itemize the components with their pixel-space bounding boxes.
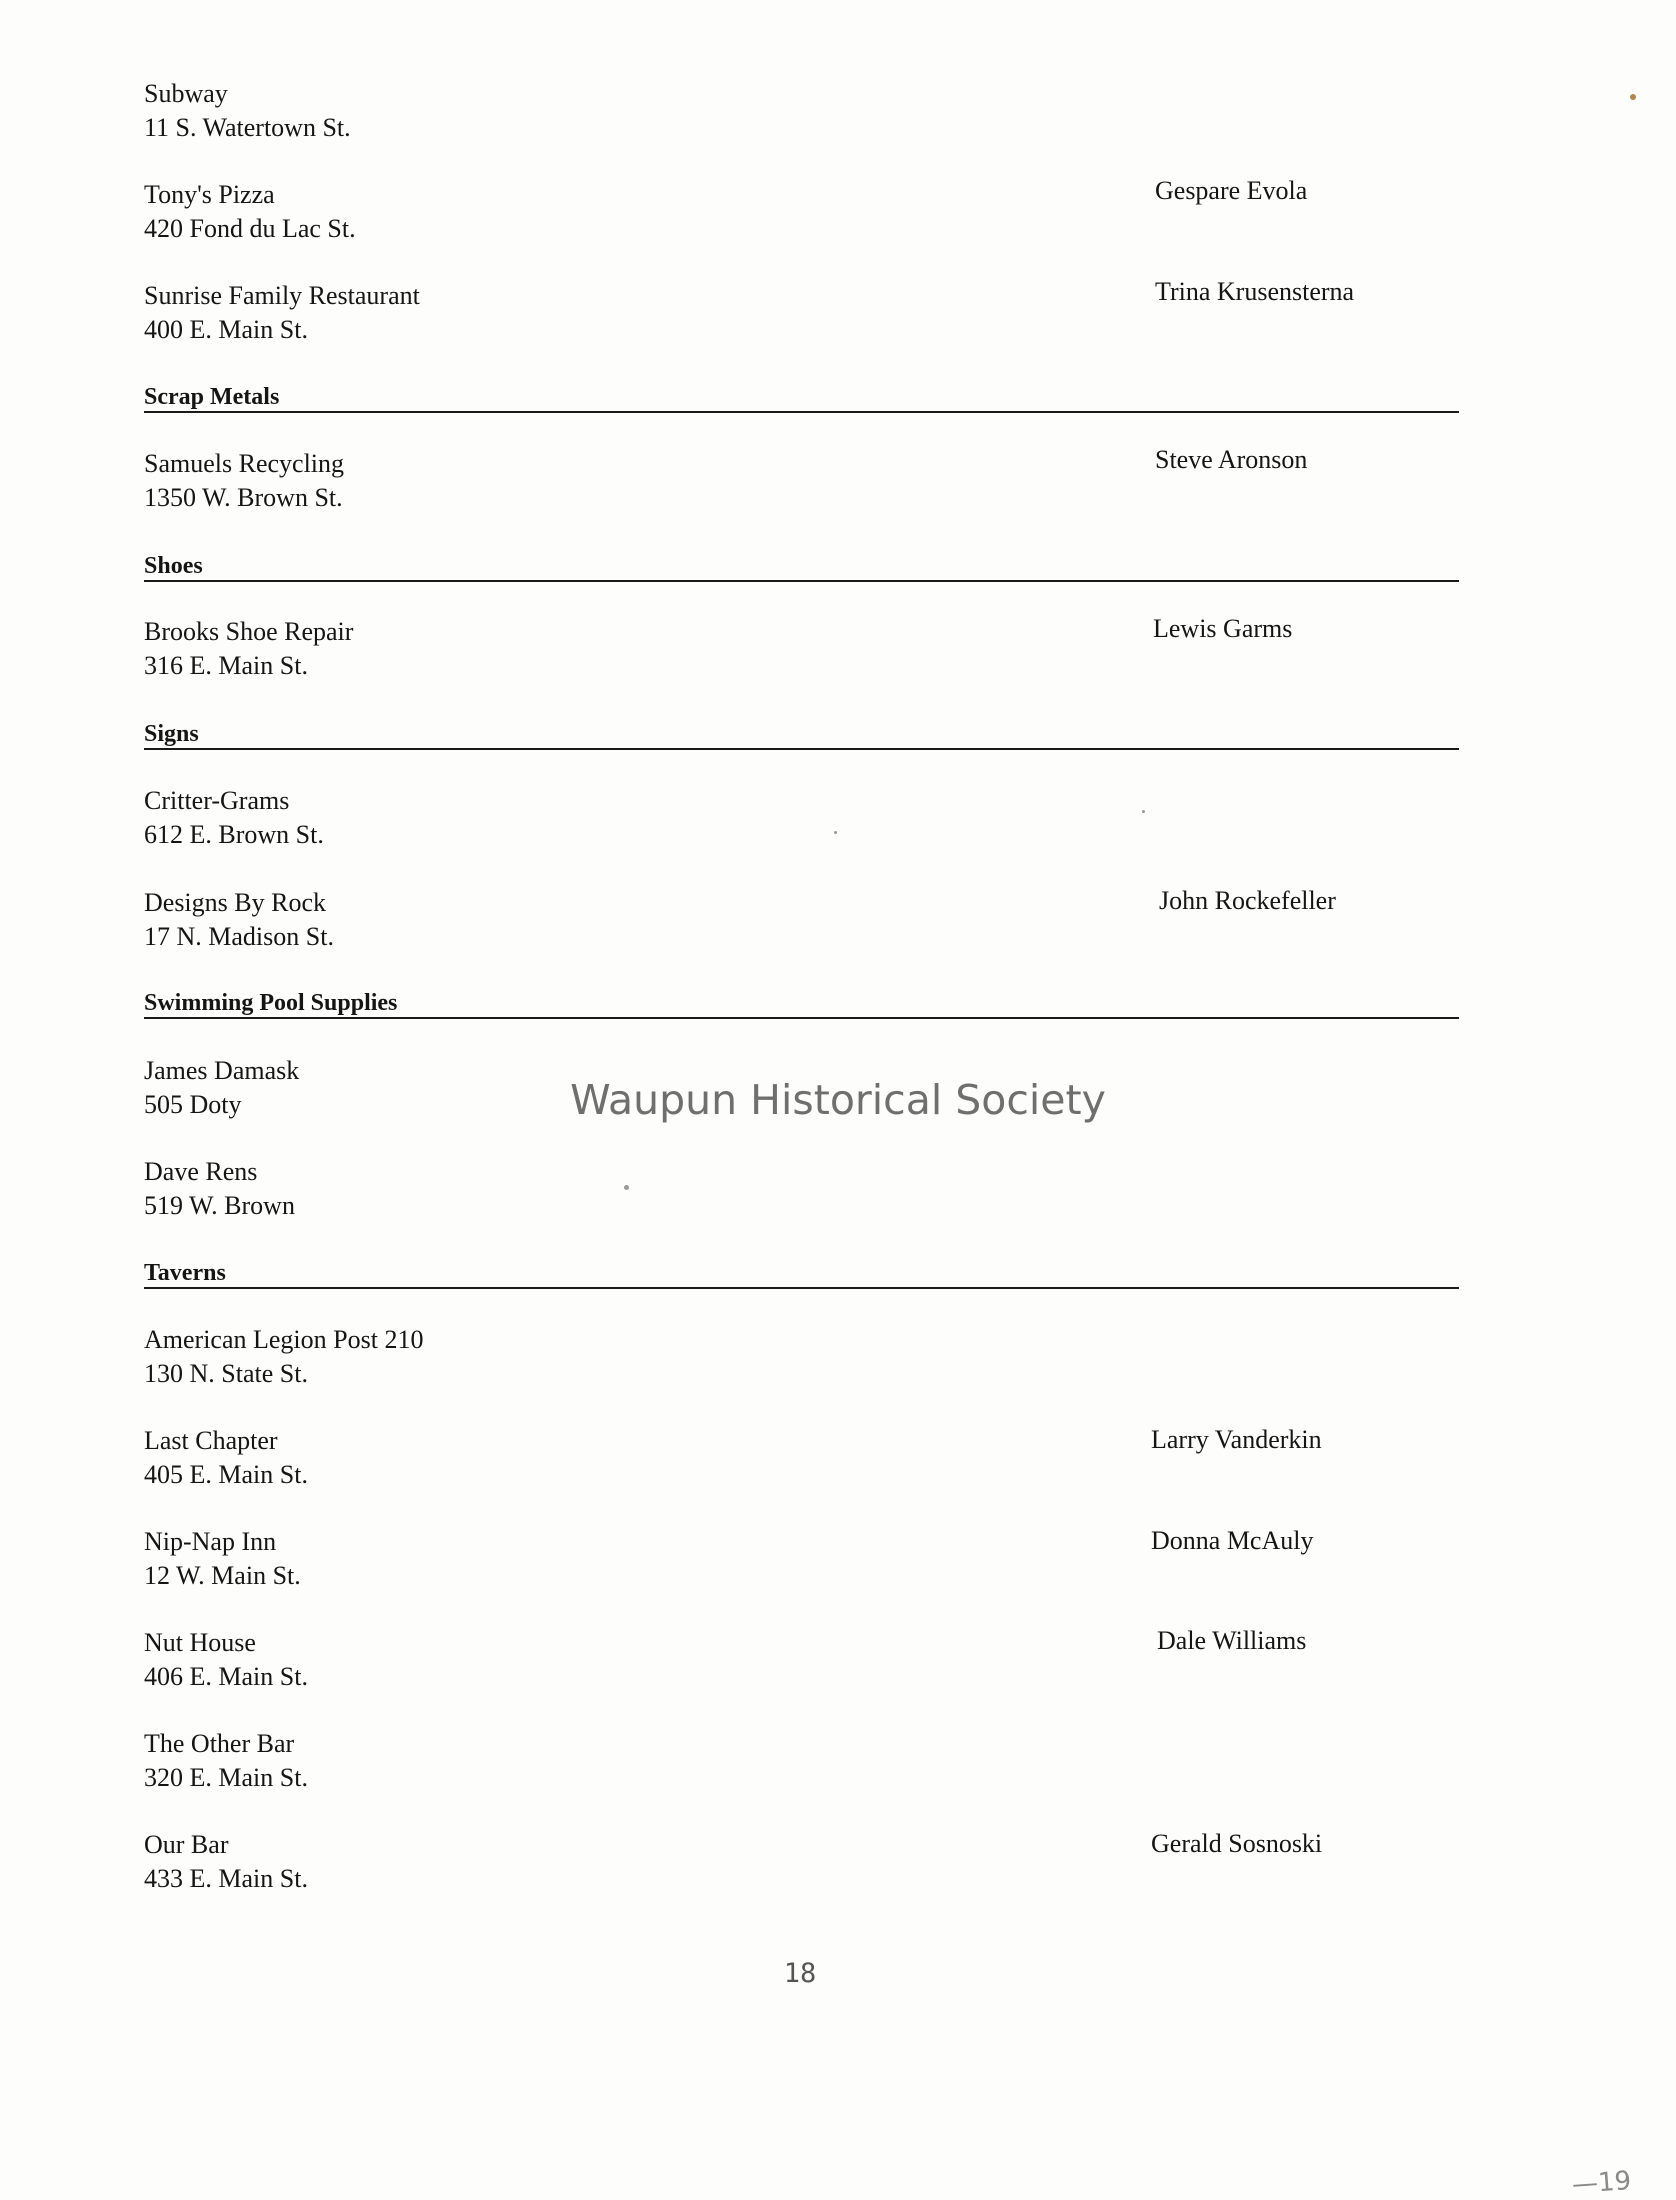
business-entry bbox=[144, 784, 324, 852]
business-entry bbox=[144, 1525, 301, 1593]
business-entry bbox=[144, 279, 420, 347]
business-address: 130 N. State St. bbox=[144, 1359, 308, 1388]
section-rule bbox=[144, 580, 1459, 582]
business-entry bbox=[144, 615, 353, 683]
section-rule bbox=[144, 1017, 1459, 1019]
business-address: 1350 W. Brown St. bbox=[144, 483, 343, 512]
contact-name: Steve Aronson bbox=[1155, 445, 1308, 474]
business-name: James Damask bbox=[144, 1056, 300, 1085]
scan-speck bbox=[834, 831, 837, 834]
business-name: Tony's Pizza bbox=[144, 180, 275, 209]
section-heading bbox=[144, 717, 1459, 753]
handwritten-page-mark: —19 bbox=[1571, 2165, 1633, 2200]
business-address: 17 N. Madison St. bbox=[144, 922, 334, 951]
business-address: 405 E. Main St. bbox=[144, 1460, 308, 1489]
contact-name: Trina Krusensterna bbox=[1155, 277, 1355, 306]
section-heading bbox=[144, 380, 1459, 416]
section-title: Taverns bbox=[144, 1260, 226, 1286]
business-name: Designs By Rock bbox=[144, 888, 326, 917]
section-rule bbox=[144, 1287, 1459, 1289]
contact-name: Dale Williams bbox=[1157, 1626, 1307, 1655]
business-entry bbox=[144, 447, 344, 515]
contact-name: Donna McAuly bbox=[1151, 1526, 1314, 1555]
section-heading bbox=[144, 549, 1459, 585]
business-address: 505 Doty bbox=[144, 1090, 242, 1119]
business-entry bbox=[144, 1727, 308, 1795]
business-name: American Legion Post 210 bbox=[144, 1325, 424, 1354]
business-name: Critter-Grams bbox=[144, 786, 290, 815]
business-address: 400 E. Main St. bbox=[144, 315, 308, 344]
business-name: Dave Rens bbox=[144, 1157, 258, 1186]
business-name: Nut House bbox=[144, 1628, 256, 1657]
section-title: Signs bbox=[144, 721, 199, 747]
business-name: Sunrise Family Restaurant bbox=[144, 281, 420, 310]
business-entry bbox=[144, 77, 351, 145]
section-heading bbox=[144, 1256, 1459, 1292]
section-rule bbox=[144, 748, 1459, 750]
section-title: Scrap Metals bbox=[144, 384, 280, 410]
page-number: 18 bbox=[783, 1958, 817, 1989]
business-entry bbox=[144, 1828, 308, 1896]
business-address: 406 E. Main St. bbox=[144, 1662, 308, 1691]
business-address: 433 E. Main St. bbox=[144, 1864, 308, 1893]
business-name: The Other Bar bbox=[144, 1729, 295, 1758]
business-address: 316 E. Main St. bbox=[144, 651, 308, 680]
business-entry bbox=[144, 886, 334, 954]
watermark-text: Waupun Historical Society bbox=[570, 1076, 1106, 1124]
business-entry bbox=[144, 178, 356, 246]
contact-name: Gespare Evola bbox=[1155, 176, 1308, 205]
business-address: 612 E. Brown St. bbox=[144, 820, 324, 849]
section-title: Shoes bbox=[144, 553, 203, 579]
business-entry bbox=[144, 1155, 295, 1223]
business-entry bbox=[144, 1626, 308, 1694]
scan-speck bbox=[624, 1185, 629, 1190]
business-address: 420 Fond du Lac St. bbox=[144, 214, 356, 243]
business-address: 11 S. Watertown St. bbox=[144, 113, 351, 142]
business-address: 519 W. Brown bbox=[144, 1191, 295, 1220]
business-name: Samuels Recycling bbox=[144, 449, 345, 478]
contact-name: Larry Vanderkin bbox=[1151, 1425, 1322, 1454]
contact-name: Lewis Garms bbox=[1153, 614, 1293, 643]
section-rule bbox=[144, 411, 1459, 413]
scan-speck bbox=[1142, 810, 1145, 813]
contact-name: John Rockefeller bbox=[1159, 886, 1336, 915]
business-entry bbox=[144, 1424, 308, 1492]
section-title: Swimming Pool Supplies bbox=[144, 990, 398, 1016]
section-heading bbox=[144, 986, 1459, 1022]
business-name: Our Bar bbox=[144, 1830, 229, 1859]
business-address: 320 E. Main St. bbox=[144, 1763, 308, 1792]
contact-name: Gerald Sosnoski bbox=[1151, 1829, 1323, 1858]
business-name: Brooks Shoe Repair bbox=[144, 617, 354, 646]
business-entry bbox=[144, 1323, 423, 1391]
business-name: Last Chapter bbox=[144, 1426, 278, 1455]
business-name: Subway bbox=[144, 79, 228, 108]
business-name: Nip-Nap Inn bbox=[144, 1527, 277, 1556]
business-address: 12 W. Main St. bbox=[144, 1561, 301, 1590]
scan-speck bbox=[1630, 94, 1636, 100]
